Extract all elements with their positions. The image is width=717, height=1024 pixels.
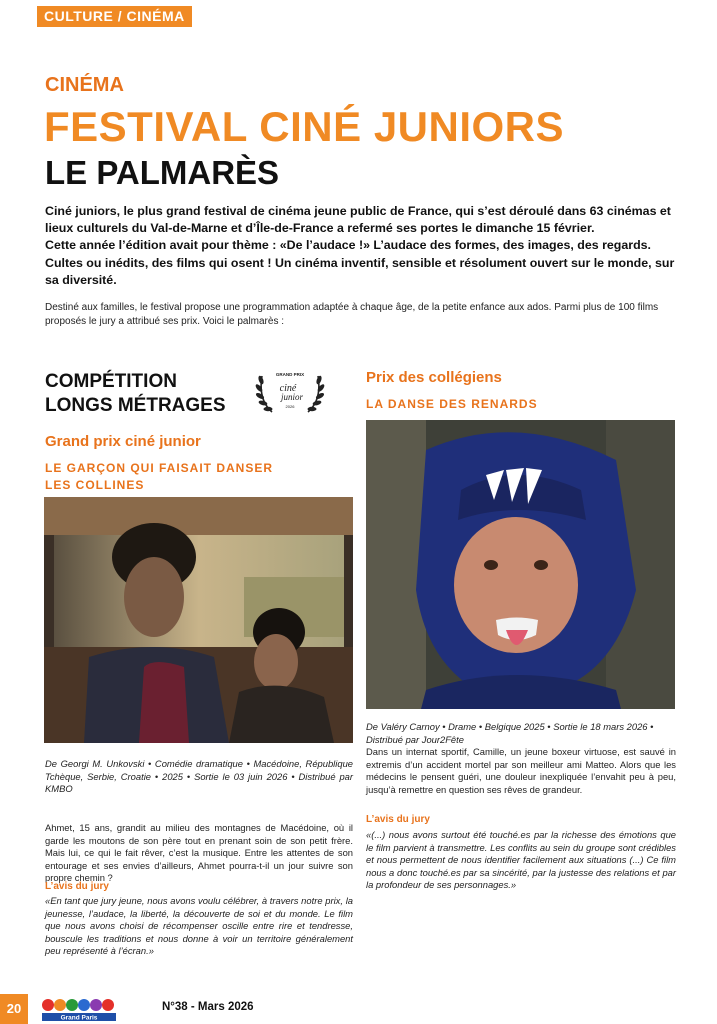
article-kicker: CINÉMA — [45, 74, 124, 96]
grand-prix-laurel-emblem — [252, 366, 328, 418]
article-title: FESTIVAL CINÉ JUNIORS — [44, 103, 565, 150]
right-jury-label: L’avis du jury — [366, 814, 430, 825]
right-film-synopsis: Dans un internat sportif, Camille, un jeune boxeur virtuose, est sauvé in extremis d’un accident mortel par son meilleur ami Matteo. Alors que les médecins le pensent guéri, une douleur inexpliquée l’envahit peu à peu, jusqu’à remettre en question ses rêves de grandeur. — [366, 746, 676, 795]
article-intro: Destiné aux familles, le festival propose une programmation adaptée à chaque âge, de la petite enfance aux ados. Parmi plus de 100 films proposés le jury a attribué ses prix. Voici le palmarès : — [45, 302, 659, 327]
left-film-title — [45, 460, 345, 494]
competition-heading-line2: LONGS MÉTRAGES — [45, 395, 226, 416]
issue-label: N°38 - Mars 2026 — [162, 1001, 254, 1013]
right-jury-text: «(...) nous avons surtout été touché.es par la richesse des émotions que le film parvient à transmettre. Les conflits au sein du groupe sont crédibles et nous permettent de nous identifier facilement aux situations (...) Ce film nous a donc touché.es par sa sincérité, par la justesse des relations et par la profondeur de ses personnages.» — [366, 829, 676, 890]
left-film-synopsis: Ahmet, 15 ans, grandit au milieu des montagnes de Macédoine, où il garde les moutons de son père tout en prenant soin de son petit frère. Mais lui, ce qui le fait rêver, c’est la musique. Entre les attentes de son entourage et ses envies d’ailleurs, Ahmet pourra-t-il un jour suivre son propre chemin ? — [45, 822, 353, 884]
laurel-year: 2026 — [285, 404, 295, 409]
article-subtitle: LE PALMARÈS — [45, 154, 280, 191]
right-film-credit: De Valéry Carnoy • Drame • Belgique 2025 • Sortie le 18 mars 2026 • Distribué par Jour2Fête — [366, 721, 654, 745]
competition-heading — [45, 370, 226, 418]
left-film-credit: De Georgi M. Unkovski • Comédie dramatique • Macédoine, République Tchèque, Serbie, Croatie • 2025 • Sortie le 03 juin 2026 • Distribué par KMBO — [45, 758, 353, 794]
left-jury-label: L’avis du jury — [45, 881, 109, 892]
competition-heading-line1: COMPÉTITION — [45, 371, 177, 392]
logo-text: Grand Paris — [60, 1014, 98, 1022]
laurel-top-text: GRAND PRIX — [275, 372, 305, 377]
laurel-name-a: ciné — [279, 383, 297, 394]
right-film-title: LA DANSE DES RENARDS — [366, 397, 538, 411]
left-jury-text: «En tant que jury jeune, nous avons voulu célébrer, à travers notre prix, la jeunesse, l’audace, la liberté, la découverte de soi et du monde. Le film que nous avons choisi de récompenser oscille entre rire et tendresse, bouscule les traditions et nous donne à voir un territoire généralement peu représenté à l’écran.» — [45, 895, 353, 956]
article-lead — [45, 203, 677, 289]
page-number: 20 — [0, 994, 28, 1024]
right-prize-name: Prix des collégiens — [366, 369, 502, 386]
lead-paragraph-2: Cette année l’édition avait pour thème : «De l’audace !» L’audace des formes, des images, des regards. Cultes ou inédits, des films qui osent ! Un cinéma inventif, sensible et résolument ouvert sur le monde, sur sa diversité. — [45, 238, 675, 287]
left-film-title-line2: LES COLLINES — [45, 478, 145, 492]
left-prize-name: Grand prix ciné junior — [45, 433, 201, 450]
laurel-name-b: junior — [280, 392, 304, 402]
film-still-garcon-collines — [44, 497, 353, 743]
magazine-logo — [40, 996, 118, 1022]
lead-paragraph-1: Ciné juniors, le plus grand festival de cinéma jeune public de France, qui s’est déroulé dans 63 cinémas et lieux culturels du Val-de-Marne et d’Île-de-France a refermé ses portes le dimanche 15 février. — [45, 204, 671, 236]
section-rubric: CULTURE / CINÉMA — [37, 6, 192, 27]
left-film-title-line1: LE GARÇON QUI FAISAIT DANSER — [45, 461, 274, 475]
film-still-danse-renards — [366, 420, 675, 709]
